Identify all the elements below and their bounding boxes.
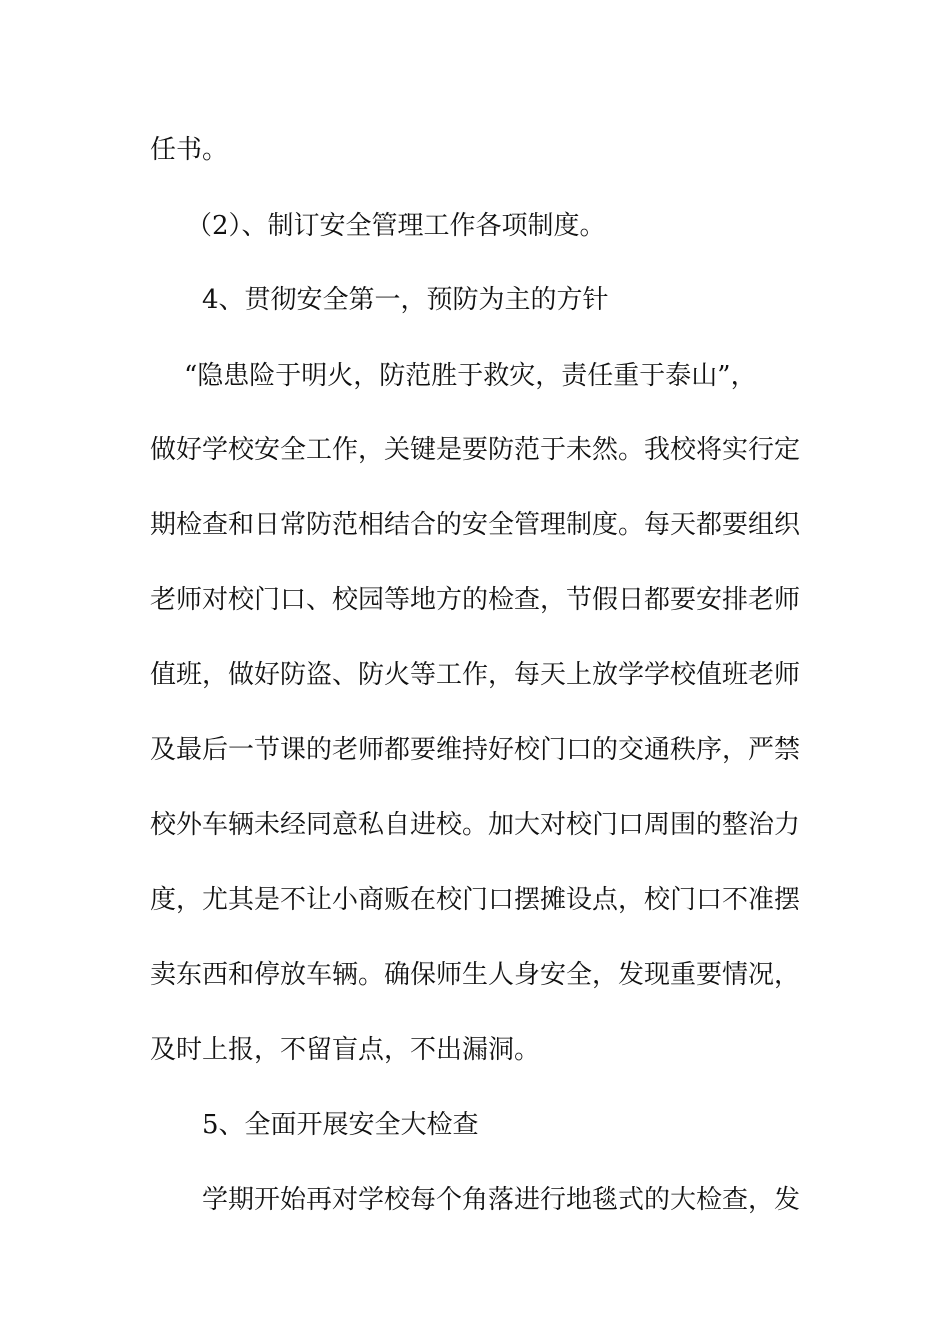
text-line: 卖东西和停放车辆。确保师生人身安全，发现重要情况， [150, 960, 801, 990]
text-line: 校外车辆未经同意私自进校。加大对校门口周围的整治力 [150, 810, 801, 840]
text-line: （2）、制订安全管理工作各项制度。 [186, 211, 606, 241]
section-heading: 4、贯彻安全第一，预防为主的方针 [202, 285, 609, 315]
text-line: 度，尤其是不让小商贩在校门口摆摊设点，校门口不准摆 [150, 885, 801, 915]
text-line: 期检查和日常防范相结合的安全管理制度。每天都要组织 [150, 510, 801, 540]
section-heading: 5、全面开展安全大检查 [202, 1110, 479, 1140]
text-line: 学期开始再对学校每个角落进行地毯式的大检查，发 [202, 1185, 801, 1215]
text-line: 值班，做好防盗、防火等工作，每天上放学学校值班老师 [150, 660, 801, 690]
text-line: 及时上报，不留盲点，不出漏洞。 [150, 1035, 541, 1065]
text-line: 任书。 [150, 135, 229, 165]
text-line: 及最后一节课的老师都要维持好校门口的交通秩序，严禁 [150, 735, 801, 765]
text-line: 做好学校安全工作，关键是要防范于未然。我校将实行定 [150, 435, 801, 465]
text-line: “隐患险于明火，防范胜于救灾，责任重于泰山”， [184, 361, 757, 391]
text-line: 老师对校门口、校园等地方的检查，节假日都要安排老师 [150, 585, 801, 615]
